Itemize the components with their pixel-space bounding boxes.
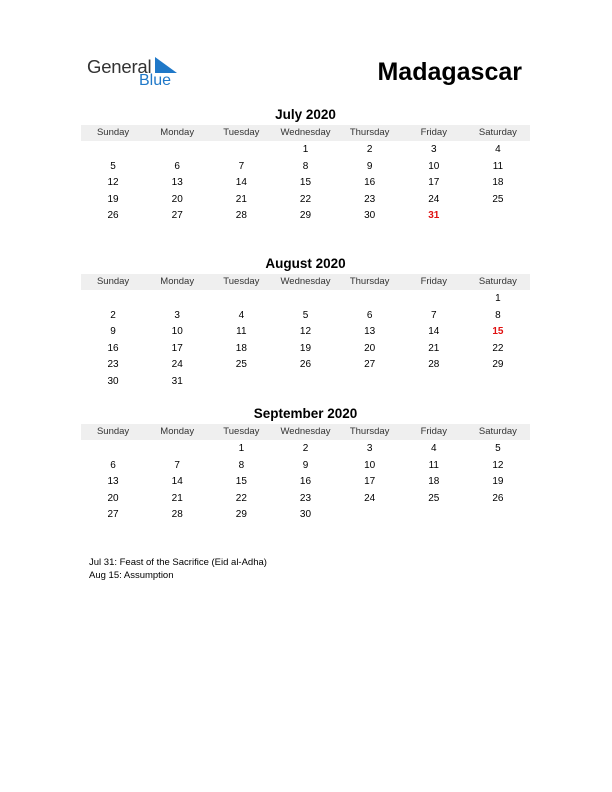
day-cell: 31	[171, 375, 183, 387]
day-cell: 28	[235, 210, 247, 222]
day-cell: 6	[174, 160, 180, 172]
day-cell: 10	[428, 160, 440, 172]
empty-day-cell	[466, 208, 530, 225]
week-row	[81, 142, 530, 159]
weekday-label: Thursday	[349, 426, 390, 437]
weekday-header-row	[81, 125, 530, 141]
weekday-label: Wednesday	[280, 276, 331, 287]
weekday-label: Saturday	[478, 426, 517, 437]
holiday-notes	[89, 556, 267, 582]
day-cell: 2	[366, 144, 373, 155]
day-cell: 11	[428, 459, 439, 471]
day-cell: 27	[107, 509, 119, 521]
day-cell: 29	[299, 210, 312, 222]
weekday-label: Tuesday	[223, 426, 260, 437]
week-row	[81, 192, 530, 209]
month-september	[81, 405, 530, 524]
week-row	[81, 474, 530, 491]
day-cell: 20	[171, 193, 183, 205]
day-cell: 29	[235, 509, 247, 521]
holiday-day-cell: 15	[492, 326, 504, 338]
empty-day-cell	[209, 142, 273, 159]
week-row	[81, 308, 530, 325]
day-cell: 11	[492, 160, 504, 172]
holiday-note: Aug 15: Assumption	[89, 570, 174, 581]
weekday-header-row	[81, 424, 530, 440]
day-cell: 17	[171, 342, 183, 354]
weekday-label: Saturday	[478, 276, 517, 287]
empty-day-cell	[145, 142, 209, 159]
week-row	[81, 458, 530, 475]
empty-day-cell	[81, 291, 145, 308]
day-cell: 3	[430, 144, 437, 155]
day-cell: 8	[238, 459, 245, 471]
day-cell: 24	[428, 193, 440, 205]
day-cell: 4	[430, 443, 437, 454]
weekday-label: Wednesday	[280, 426, 331, 437]
day-cell: 27	[171, 210, 183, 222]
day-cell: 15	[235, 476, 247, 488]
week-row	[81, 159, 530, 176]
day-cell: 14	[428, 326, 440, 338]
day-cell: 21	[428, 342, 440, 354]
day-cell: 5	[110, 160, 116, 172]
day-cell: 7	[238, 160, 245, 172]
day-cell: 22	[299, 193, 312, 205]
week-row	[81, 291, 530, 308]
week-row	[81, 374, 530, 391]
empty-day-cell	[402, 291, 466, 308]
day-cell: 23	[107, 359, 119, 371]
day-cell: 19	[299, 342, 312, 354]
empty-day-cell	[81, 142, 145, 159]
day-cell: 3	[366, 443, 373, 454]
day-cell: 26	[299, 359, 312, 371]
day-cell: 23	[364, 193, 376, 205]
weekday-label: Friday	[420, 426, 447, 437]
day-cell: 16	[107, 342, 119, 354]
day-cell: 14	[171, 476, 183, 488]
day-cell: 11	[236, 326, 247, 338]
empty-day-cell	[81, 441, 145, 458]
weekday-label: Sunday	[96, 276, 130, 287]
empty-day-cell	[273, 291, 337, 308]
week-row	[81, 507, 530, 524]
empty-day-cell	[466, 507, 530, 524]
day-cell: 22	[235, 492, 247, 504]
month-title: August 2020	[265, 256, 346, 271]
holiday-note: Jul 31: Feast of the Sacrifice (Eid al-Adha)	[89, 557, 267, 568]
day-cell: 3	[174, 309, 180, 321]
day-cell: 26	[492, 492, 504, 504]
day-cell: 4	[495, 144, 501, 155]
generalblue-logo	[87, 54, 187, 94]
day-cell: 7	[174, 459, 180, 471]
day-cell: 19	[492, 476, 504, 488]
weekday-label: Thursday	[349, 276, 390, 287]
day-cell: 4	[238, 309, 245, 321]
day-cell: 7	[430, 309, 437, 321]
empty-day-cell	[209, 291, 273, 308]
week-row	[81, 491, 530, 508]
day-cell: 16	[364, 177, 376, 189]
day-cell: 12	[299, 326, 312, 338]
month-title: July 2020	[275, 107, 336, 122]
day-cell: 19	[107, 193, 119, 205]
day-cell: 25	[492, 193, 504, 205]
day-cell: 18	[428, 476, 440, 488]
day-cell: 20	[364, 342, 376, 354]
day-cell: 17	[364, 476, 376, 488]
day-cell: 21	[171, 492, 183, 504]
day-cell: 27	[364, 359, 376, 371]
weekday-header-row	[81, 274, 530, 290]
weekday-label: Saturday	[478, 127, 517, 138]
month-august	[81, 255, 530, 391]
empty-day-cell	[466, 374, 530, 391]
day-cell: 9	[302, 459, 309, 471]
day-cell: 30	[107, 375, 119, 387]
empty-day-cell	[338, 291, 402, 308]
empty-day-cell	[209, 374, 273, 391]
day-cell: 2	[302, 443, 309, 454]
weekday-label: Friday	[420, 276, 447, 287]
day-cell: 2	[110, 309, 116, 321]
weekday-label: Thursday	[349, 127, 390, 138]
day-cell: 1	[238, 443, 245, 454]
day-cell: 12	[107, 177, 119, 189]
weekday-label: Wednesday	[280, 127, 331, 138]
day-cell: 26	[107, 210, 119, 222]
week-row	[81, 341, 530, 358]
day-cell: 9	[110, 326, 116, 338]
day-cell: 23	[299, 492, 312, 504]
weekday-label: Tuesday	[223, 127, 260, 138]
country-title: Madagascar	[377, 58, 522, 86]
day-cell: 8	[495, 309, 501, 321]
weekday-label: Sunday	[96, 426, 130, 437]
day-cell: 5	[302, 309, 309, 321]
day-cell: 8	[302, 160, 309, 172]
weekday-label: Tuesday	[223, 276, 260, 287]
day-cell: 24	[364, 492, 376, 504]
day-cell: 22	[492, 342, 504, 354]
week-row	[81, 208, 530, 225]
day-cell: 10	[171, 326, 183, 338]
logo-text-general: General	[87, 56, 152, 77]
weekday-label: Monday	[160, 127, 195, 138]
day-cell: 6	[366, 309, 373, 321]
day-cell: 5	[495, 443, 501, 454]
week-row	[81, 441, 530, 458]
day-cell: 18	[235, 342, 247, 354]
day-cell: 12	[492, 459, 504, 471]
week-row	[81, 324, 530, 341]
day-cell: 17	[428, 177, 440, 189]
day-cell: 30	[364, 210, 376, 222]
day-cell: 28	[428, 359, 440, 371]
day-cell: 20	[107, 492, 119, 504]
day-cell: 16	[299, 476, 312, 488]
empty-day-cell	[338, 374, 402, 391]
day-cell: 1	[302, 144, 309, 155]
weekday-label: Monday	[160, 276, 195, 287]
week-row	[81, 357, 530, 374]
week-row	[81, 175, 530, 192]
holiday-day-cell: 31	[428, 210, 440, 222]
day-cell: 25	[428, 492, 440, 504]
day-cell: 24	[171, 359, 183, 371]
empty-day-cell	[273, 374, 337, 391]
day-cell: 25	[235, 359, 247, 371]
day-cell: 29	[492, 359, 504, 371]
day-cell: 28	[171, 509, 183, 521]
empty-day-cell	[145, 441, 209, 458]
empty-day-cell	[402, 374, 466, 391]
day-cell: 18	[492, 177, 504, 189]
empty-day-cell	[338, 507, 402, 524]
day-cell: 9	[366, 160, 373, 172]
day-cell: 21	[235, 193, 247, 205]
logo-triangle-icon	[155, 57, 177, 73]
month-title: September 2020	[253, 406, 358, 421]
logo-text-blue: Blue	[139, 72, 172, 89]
day-cell: 10	[364, 459, 376, 471]
month-july	[81, 106, 530, 225]
day-cell: 1	[495, 293, 501, 304]
day-cell: 13	[107, 476, 119, 488]
day-cell: 30	[299, 509, 312, 521]
day-cell: 15	[299, 177, 312, 189]
day-cell: 13	[364, 326, 376, 338]
weekday-label: Monday	[160, 426, 195, 437]
empty-day-cell	[402, 507, 466, 524]
empty-day-cell	[145, 291, 209, 308]
day-cell: 14	[235, 177, 247, 189]
day-cell: 6	[110, 459, 116, 471]
weekday-label: Friday	[420, 127, 447, 138]
day-cell: 13	[171, 177, 183, 189]
weekday-label: Sunday	[96, 127, 130, 138]
